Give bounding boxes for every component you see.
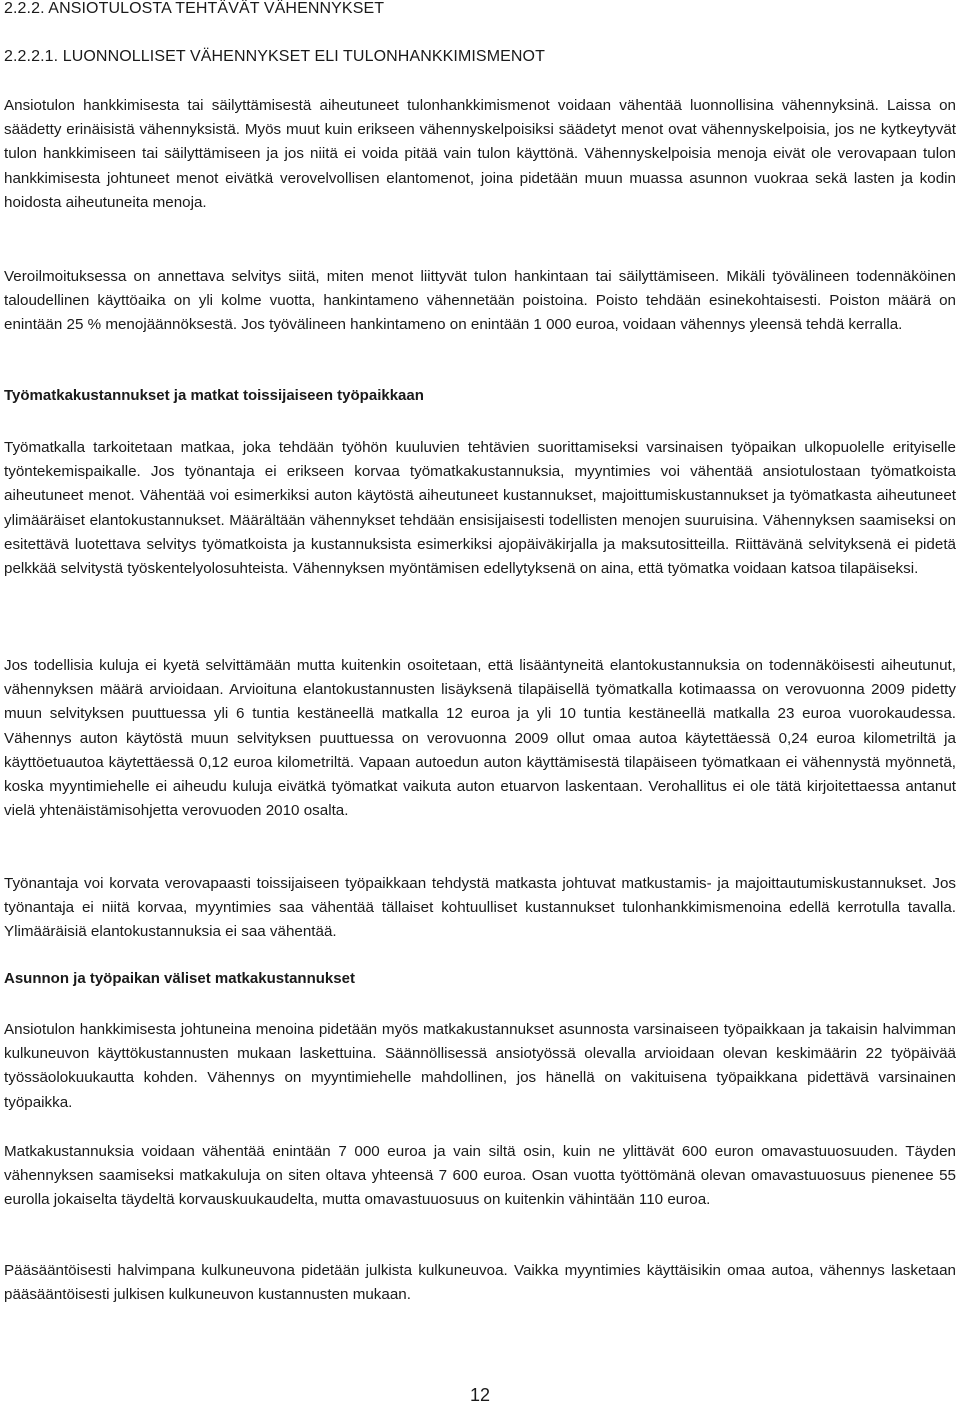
section-heading: 2.2.2. ANSIOTULOSTA TEHTÄVÄT VÄHENNYKSET [4,0,385,17]
paragraph-intro-1: Ansiotulon hankkimisesta tai säilyttämisestä aiheutuneet tulonhankkimismenot voidaan vähentää luonnollisina vähennyksinä. Laissa on säädetty erinäisistä vähennyksistä. Myös muut kuin erikseen vähennyskelpoisiksi säädetyt menot ovat vähennyskelpoisia, jos ne kytkeytyvät tulon hankkimiseen tai säilyttämiseen ja jos niitä ei voida pitää vain tulon käyttönä. Vähennyskelpoisia menoja eivät ole verovapaan tulon hankkimisesta johtuneet menot eivätkä verovelvollisen elantomenot, joina pidetään muun muassa asunnon vuokraa sekä lasten ja kodin hoidosta aiheutuneita menoja. [4,97,956,211]
subsection-heading: 2.2.2.1. LUONNOLLISET VÄHENNYKSET ELI TULONHANKKIMISMENOT [4,48,545,65]
paragraph-travel-1: Työmatkalla tarkoitetaan matkaa, joka tehdään työhön kuuluvien tehtävien suorittamiseksi varsinaisen työpaikan ulkopuolelle erityiselle työntekemispaikalle. Jos työnantaja ei erikseen korvaa työmatkakustannuksia, myyntimies voi vähentää ansiotulostaan työmatkoista aiheutuneet menot. Vähentää voi esimerkiksi auton käytöstä aiheutuneet kustannukset, majoittumiskustannukset ja työmatkasta aiheutuneet ylimääräiset elantokustannukset. Määrältään vähennykset tehdään ensisijaisesti todellisten menojen suuruisina. Vähennyksen saamiseksi on esitettävä luotettava selvitys työmatkoista ja kustannuksista esimerkiksi ajopäiväkirjalla ja maksutositteilla. Riittävänä selvityksenä ei pidetä pelkkää selvitystä työskentelyolosuhteista. Vähennyksen myöntämisen edellytyksenä on aina, että työmatka voidaan katsoa tilapäiseksi. [4,439,956,578]
travel-costs-heading: Työmatkakustannukset ja matkat toissijaiseen työpaikkaan [4,387,424,404]
paragraph-travel-3: Työnantaja voi korvata verovapaasti toissijaiseen työpaikkaan tehdystä matkasta johtuvat matkustamis- ja majoittautumiskustannukset. Jos työnantaja ei niitä korvaa, myyntimies saa vähentää tällaiset kohtuulliset kustannukset tulonhankkimismenoina edellä kerrotulla tavalla. Ylimääräisiä elantokustannuksia ei saa vähentää. [4,875,956,941]
paragraph-commute-1: Ansiotulon hankkimisesta johtuneina menoina pidetään myös matkakustannukset asunnosta varsinaiseen työpaikkaan ja takaisin halvimman kulkuneuvon käyttökustannusten mukaan laskettuina. Säännöllisessä ansiotyössä olevalla arvioidaan olevan keskimäärin 22 työpäivää työssäolokuukautta kohden. Vähennys on myyntimiehelle mahdollinen, jos hänellä on vakituisena työpaikkana pidettävä varsinainen työpaikka. [4,1021,956,1111]
paragraph-commute-3: Pääsääntöisesti halvimpana kulkuneuvona pidetään julkista kulkuneuvoa. Vaikka myyntimies käyttäisikin omaa autoa, vähennys lasketaan pääsääntöisesti julkisen kulkuneuvon kustannusten mukaan. [4,1262,956,1304]
paragraph-intro-2: Veroilmoituksessa on annettava selvitys siitä, miten menot liittyvät tulon hankintaan tai säilyttämiseen. Mikäli työvälineen todennäköinen taloudellinen käyttöaika on yli kolme vuotta, hankintameno vähennetään poistoina. Poisto tehdään esinekohtaisesti. Poiston määrä on enintään 25 % menojäännöksestä. Jos työvälineen hankintameno on enintään 1 000 euroa, voidaan vähennys yleensä tehdä kerralla. [4,268,956,334]
commute-costs-heading: Asunnon ja työpaikan väliset matkakustannukset [4,970,355,987]
paragraph-travel-2: Jos todellisia kuluja ei kyetä selvittämään mutta kuitenkin osoitetaan, että lisääntyneitä elantokustannuksia on todennäköisesti aiheutunut, vähennyksen määrä arvioidaan. Arvioituna elantokustannusten lisäyksenä tilapäisellä työmatkalla kotimaassa on verovuonna 2009 pidetty muun selvityksen puuttuessa yli 6 tuntia kestäneellä matkalla 12 euroa ja yli 10 tuntia kestäneellä matkalla 23 euroa vuorokaudessa. Vähennys auton käytöstä muun selvityksen puuttuessa on verovuonna 2009 ollut omaa autoa käytettäessä 0,24 euroa kilometriltä ja käyttöetuautoa käytettäessä 0,12 euroa kilometriltä. Vapaan autoedun auton käyttämisestä tilapäiseen työmatkaan ei vähennystä myönnetä, koska myyntimiehelle ei aiheudu kuluja eivätkä työmatkat vaikuta auton etuarvon laskentaan. Verohallitus ei ole tätä kirjoitettaessa antanut vielä yhtenäistämisohjetta verovuoden 2010 osalta. [4,657,956,820]
paragraph-commute-2: Matkakustannuksia voidaan vähentää enintään 7 000 euroa ja vain siltä osin, kuin ne ylittävät 600 euron omavastuuosuuden. Täyden vähennyksen saamiseksi matkakuluja on siten oltava yhteensä 7 600 euroa. Osan vuotta työttömänä olevan omavastuuosuus pienenee 55 eurolla jokaiselta täydeltä korvauskuukaudelta, mutta omavastuuosuus on kuitenkin vähintään 110 euroa. [4,1143,956,1209]
page-number: 12 [469,1385,491,1405]
